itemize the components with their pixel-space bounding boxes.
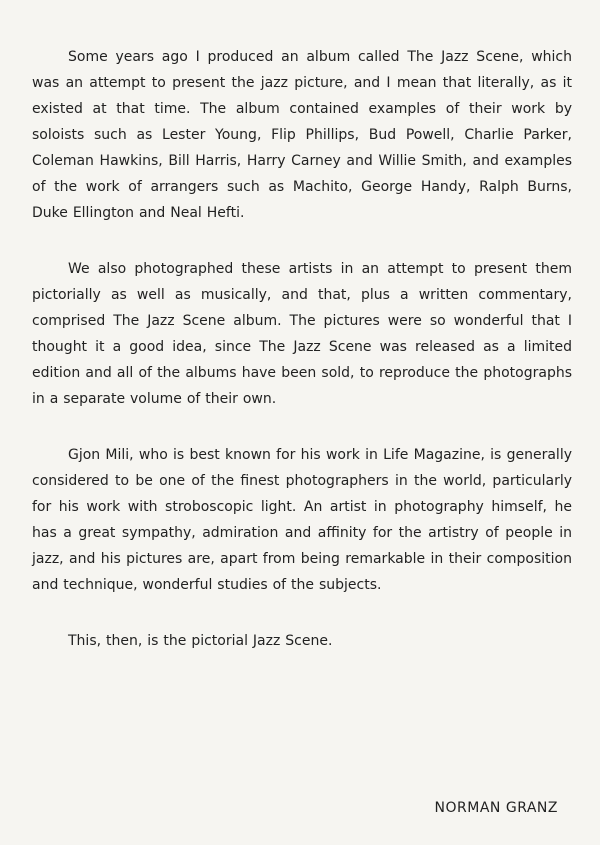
paragraph-1: Some years ago I produced an album called The Jazz Scene, which was an attempt to present the jazz picture, and I mean that literally, as it existed at that time. The album contained examples of their work by soloists such as Lester Young, Flip Phillips, Bud Powell, Charlie Parker, Coleman Hawkins, Bill Harris, Harry Carney and Willie Smith, and examples of the work of arrangers such as Machito, George Handy, Ralph Burns, Duke Ellington and Neal Hefti. [32, 49, 572, 221]
paragraph-3: Gjon Mili, who is best known for his work in Life Magazine, is generally considered to be one of the finest photographers in the world, particularly for his work with stroboscopic light. An artist in photography himself, he has a great sympathy, admiration and affinity for the artistry of people in jazz, and his pictures are, apart from being remarkable in their composition and technique, wonderful studies of the subjects. [32, 447, 572, 593]
closing-line: This, then, is the pictorial Jazz Scene. [68, 633, 333, 649]
signature: NORMAN GRANZ [434, 800, 558, 816]
paragraph-2: We also photographed these artists in an attempt to present them pictorially as well as musically, and that, plus a written commentary, comprised The Jazz Scene album. The pictures were so wonderful that I thought it a good idea, since The Jazz Scene was released as a limited edition and all of the albums have been sold, to reproduce the photographs in a separate volume of their own. [32, 261, 572, 407]
